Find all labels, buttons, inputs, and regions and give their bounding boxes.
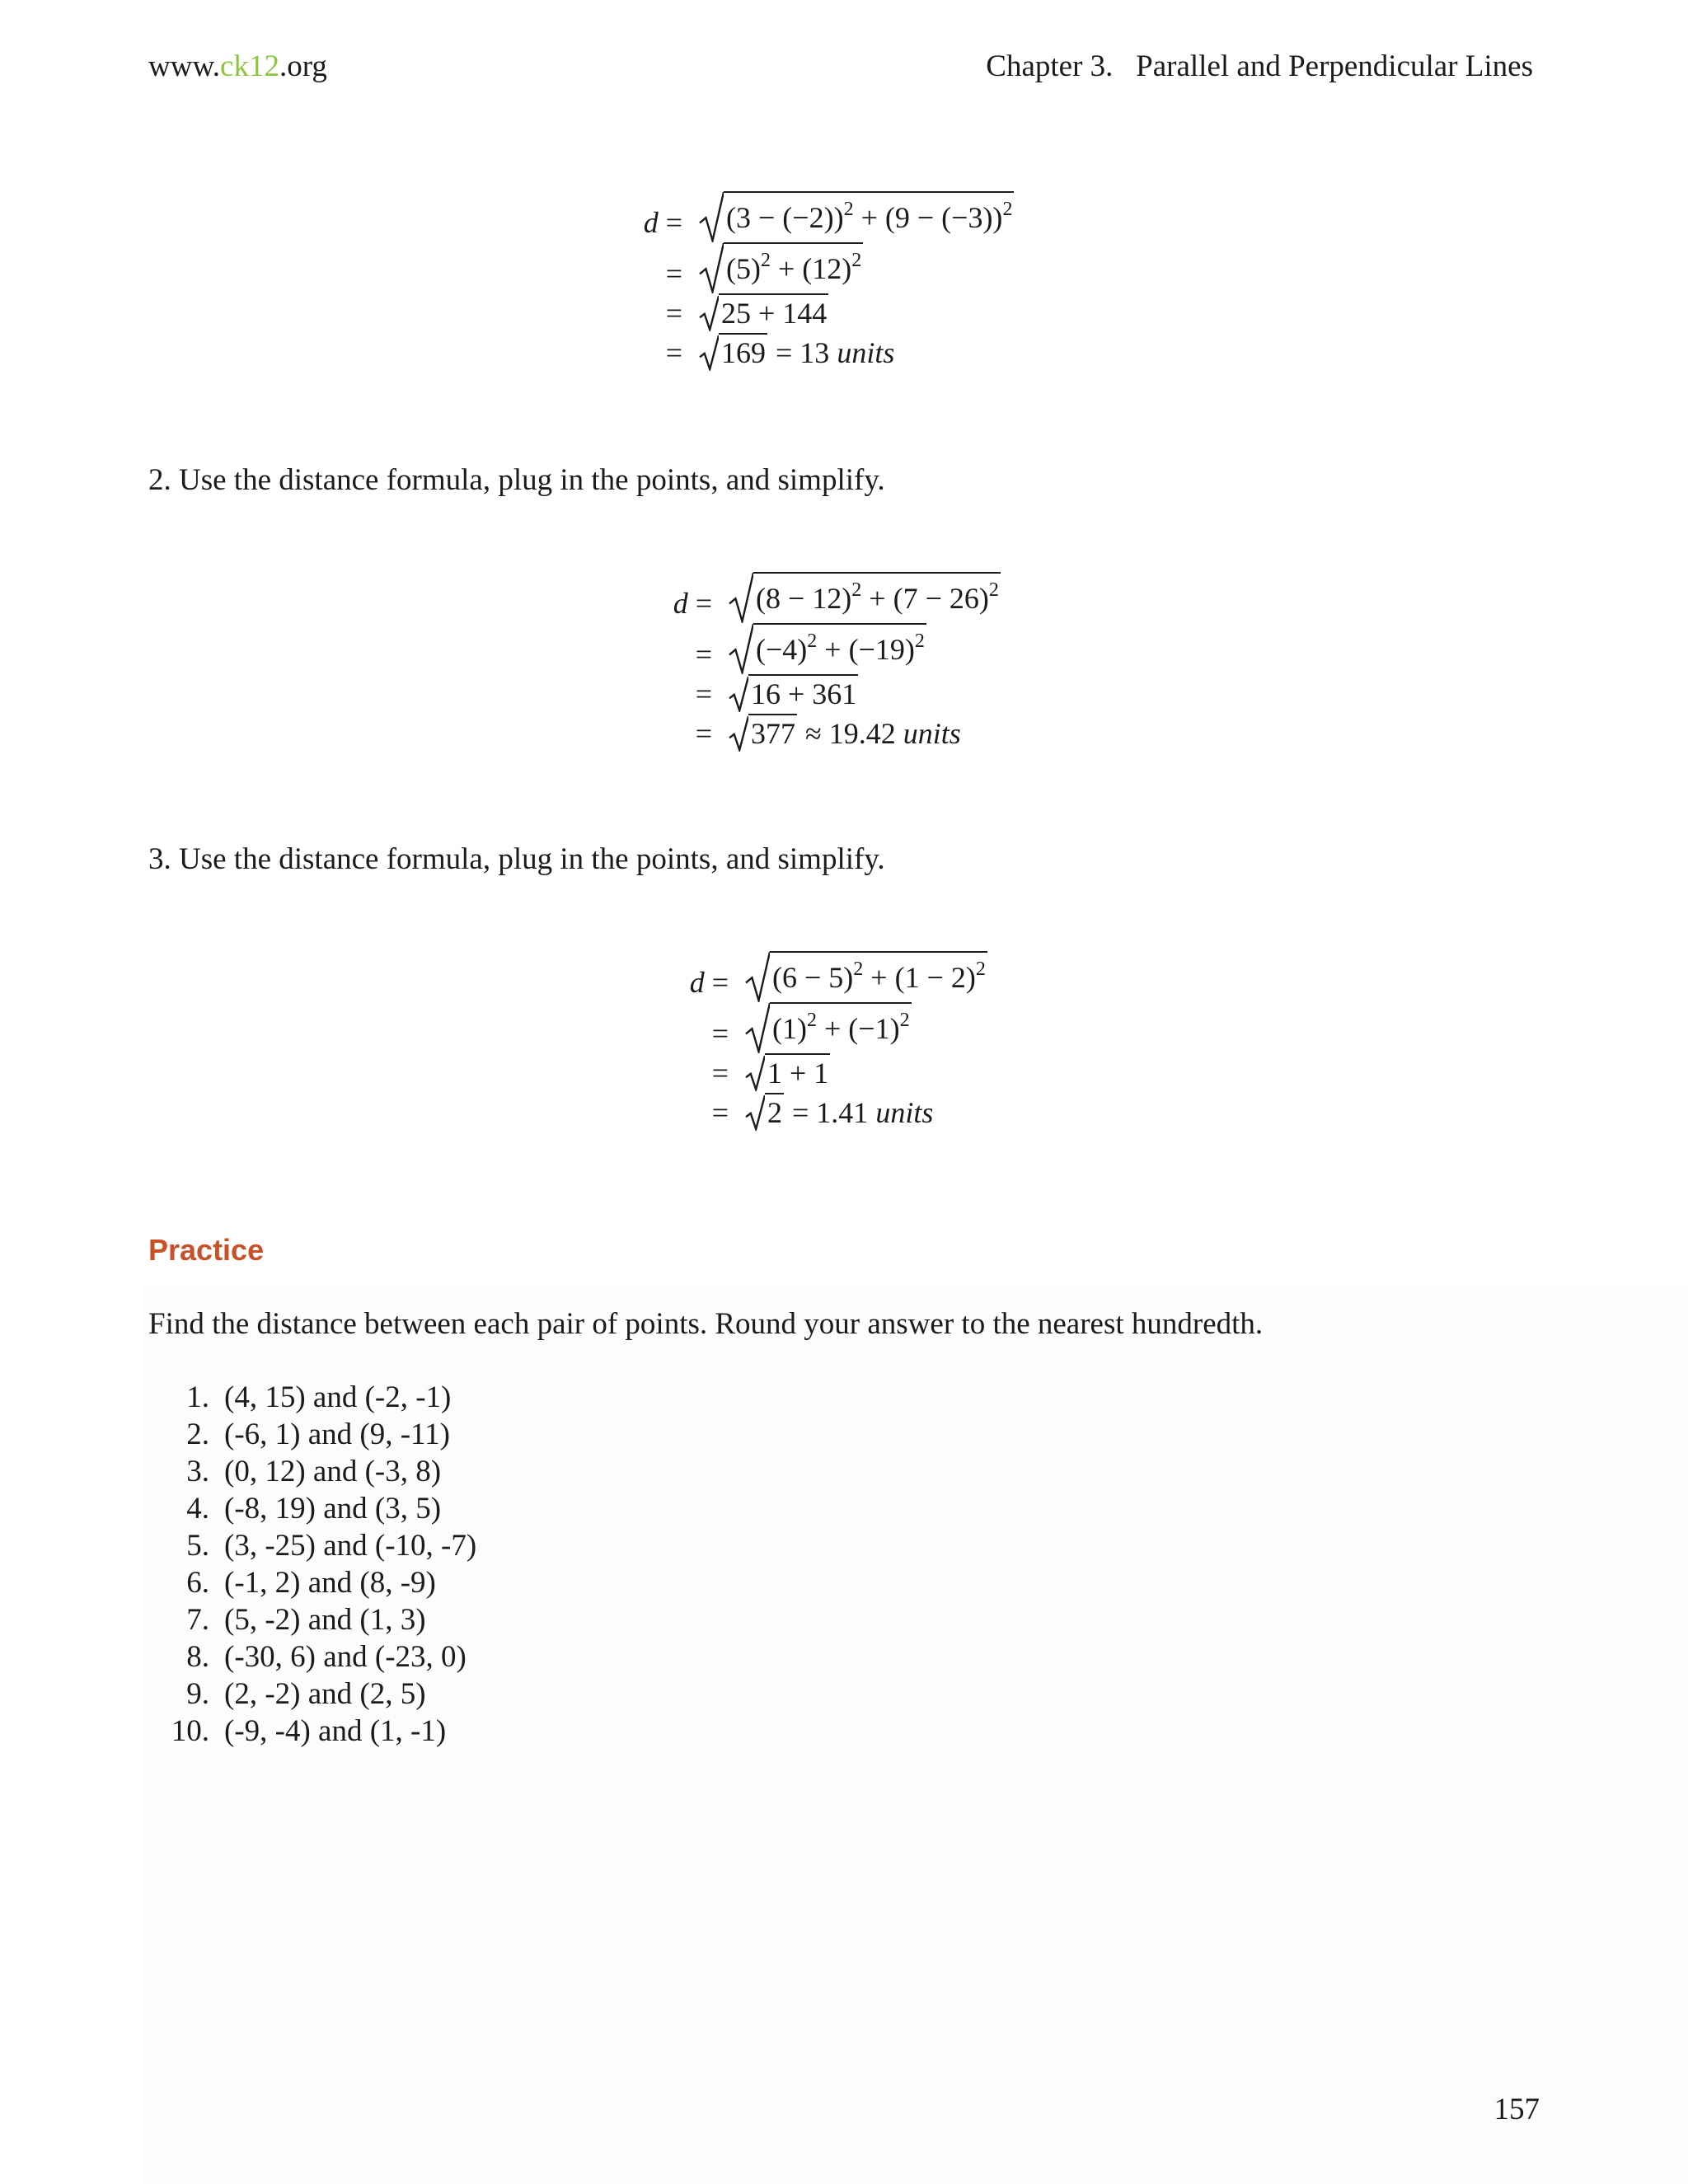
- equation-lhs: [666, 333, 699, 373]
- equals-sign: =: [665, 297, 682, 330]
- equals-sign: =: [665, 336, 682, 369]
- site-url-brand: ck12: [220, 49, 279, 83]
- exponent: 2: [843, 199, 854, 220]
- practice-item-number: 1.: [186, 1380, 209, 1414]
- exponent: 2: [851, 579, 862, 601]
- practice-item-text: (-9, -4) and (1, -1): [224, 1714, 447, 1748]
- site-url-suffix: .org: [279, 49, 327, 83]
- equation-rhs: [745, 951, 987, 1002]
- equation-lhs: [666, 293, 699, 333]
- equation-lhs: [712, 1053, 745, 1093]
- equation-rhs: [699, 242, 863, 293]
- equals-sign: =: [665, 257, 682, 290]
- equation-row: [695, 623, 1001, 674]
- practice-item: [148, 1638, 476, 1675]
- practice-item-text: (2, -2) and (2, 5): [224, 1677, 426, 1711]
- radicand: [719, 333, 767, 371]
- variable-d: d: [689, 966, 705, 999]
- result-unit: units: [903, 717, 961, 750]
- solution-3-intro: 3. Use the distance formula, plug in the points, and simplify.: [148, 842, 885, 876]
- result-value: = 1.41: [792, 1096, 869, 1129]
- equation-rhs: [745, 1002, 912, 1053]
- practice-item: [148, 1675, 476, 1713]
- chapter-title: Chapter 3. Parallel and Perpendicular Lines: [986, 49, 1533, 83]
- radicand-term: 16 + 361: [751, 677, 857, 710]
- equation-lhs: [696, 674, 729, 714]
- equation-lhs: [690, 963, 745, 1002]
- equals-sign: =: [695, 717, 712, 750]
- practice-item-number: 8.: [186, 1640, 209, 1674]
- practice-item-text: (0, 12) and (-3, 8): [224, 1455, 442, 1488]
- equation-row: [689, 951, 987, 1002]
- radicand-term: + (−1): [816, 1012, 900, 1045]
- square-root: [745, 951, 987, 1002]
- radicand-term: (3 − (−2)): [726, 201, 844, 234]
- radicand-term: 377: [751, 717, 795, 750]
- radicand: [753, 572, 1001, 623]
- practice-item-text: (-30, 6) and (-23, 0): [224, 1640, 467, 1674]
- practice-item: [148, 1416, 476, 1453]
- variable-d: d: [673, 587, 688, 620]
- equation-row: [711, 1002, 987, 1053]
- equation-row: [665, 242, 1014, 293]
- equation-row: [695, 714, 1001, 753]
- practice-item-number: 4.: [186, 1492, 209, 1526]
- radicand: [724, 242, 863, 293]
- square-root: [729, 572, 1001, 623]
- radical-sign-icon: [745, 1094, 765, 1131]
- radicand: [765, 1093, 784, 1131]
- equals-sign: =: [695, 677, 712, 710]
- square-root: [729, 623, 926, 674]
- radicand-term: + (7 − 26): [861, 582, 989, 615]
- radical-sign-icon: [699, 335, 719, 371]
- practice-item: [148, 1564, 476, 1601]
- equals-sign: =: [711, 1057, 729, 1090]
- exponent: 2: [806, 1010, 817, 1031]
- radicand: [770, 1002, 912, 1053]
- square-root: [699, 242, 863, 293]
- practice-item-number: 9.: [186, 1677, 209, 1711]
- radical-sign-icon: [729, 676, 748, 712]
- radicand-term: + (9 − (−3)): [853, 201, 1003, 234]
- equals-sign: =: [687, 587, 712, 620]
- equation-lhs: [644, 203, 699, 242]
- practice-item-number: 7.: [186, 1603, 209, 1637]
- equation-block-1: [643, 191, 1014, 373]
- practice-item-number: 5.: [186, 1529, 209, 1563]
- radicand-term: 25 + 144: [721, 297, 828, 330]
- radicand: [765, 1053, 830, 1091]
- equation-result: [797, 715, 961, 752]
- equation-row: [643, 191, 1014, 242]
- site-url[interactable]: [148, 46, 327, 87]
- radical-sign-icon: [729, 572, 753, 623]
- square-root: [729, 714, 797, 752]
- variable-d: d: [643, 206, 659, 239]
- equation-block-2: [673, 572, 1001, 753]
- square-root: [745, 1093, 784, 1131]
- equation-result: [767, 335, 894, 371]
- practice-item-text: (3, -25) and (-10, -7): [224, 1529, 477, 1563]
- practice-item-text: (-8, 19) and (3, 5): [224, 1492, 442, 1526]
- radicand-term: + (12): [770, 252, 852, 285]
- radical-sign-icon: [745, 1055, 765, 1091]
- practice-item-text: (5, -2) and (1, 3): [224, 1603, 426, 1637]
- exponent: 2: [975, 958, 986, 980]
- page-number: 157: [1493, 2093, 1540, 2126]
- radical-sign-icon: [699, 191, 724, 242]
- result-value: = 13: [776, 336, 830, 369]
- radical-sign-icon: [745, 951, 770, 1002]
- equals-sign: =: [658, 206, 682, 239]
- square-root: [729, 674, 858, 712]
- equation-lhs: [712, 1093, 745, 1132]
- equals-sign: =: [704, 966, 729, 999]
- exponent: 2: [899, 1010, 910, 1031]
- square-root: [745, 1002, 912, 1053]
- equation-block-3: [689, 951, 987, 1132]
- radicand-term: (6 − 5): [772, 961, 854, 994]
- practice-item: [148, 1601, 476, 1638]
- practice-item: [148, 1490, 476, 1527]
- equation-row: [711, 1093, 987, 1132]
- equation-row: [673, 572, 1001, 623]
- radical-sign-icon: [699, 242, 724, 293]
- equation-lhs: [696, 635, 729, 674]
- equation-row: [695, 674, 1001, 714]
- exponent: 2: [1002, 199, 1013, 220]
- equation-rhs: [729, 714, 961, 752]
- equals-sign: =: [695, 638, 712, 671]
- radicand-term: (8 − 12): [756, 582, 852, 615]
- result-value: ≈ 19.42: [805, 717, 896, 750]
- radicand: [724, 191, 1014, 242]
- practice-list: [148, 1379, 476, 1750]
- practice-item-text: (4, 15) and (-2, -1): [224, 1380, 452, 1414]
- equation-row: [711, 1053, 987, 1093]
- exponent: 2: [807, 630, 818, 652]
- square-root: [699, 191, 1014, 242]
- equation-rhs: [699, 333, 894, 371]
- radicand-term: (5): [726, 252, 761, 285]
- radicand: [770, 951, 987, 1002]
- equation-rhs: [745, 1093, 933, 1131]
- practice-item: [148, 1379, 476, 1416]
- radicand: [719, 293, 828, 331]
- practice-item-number: 10.: [171, 1714, 209, 1748]
- practice-item-number: 2.: [186, 1418, 209, 1451]
- equation-lhs: [666, 254, 699, 293]
- equals-sign: =: [711, 1096, 729, 1129]
- practice-item-text: (-6, 1) and (9, -11): [224, 1418, 450, 1451]
- equation-rhs: [729, 572, 1001, 623]
- equation-rhs: [699, 293, 828, 331]
- practice-heading: Practice: [148, 1233, 265, 1267]
- radicand-term: 2: [767, 1096, 782, 1129]
- equation-lhs: [673, 583, 729, 623]
- practice-item-number: 3.: [186, 1455, 209, 1488]
- result-unit: units: [875, 1096, 934, 1129]
- equals-sign: =: [711, 1017, 729, 1050]
- solution-2-intro: 2. Use the distance formula, plug in the points, and simplify.: [148, 463, 885, 497]
- equation-lhs: [696, 714, 729, 753]
- radicand-term: + (−19): [817, 633, 915, 666]
- radicand-term: + (1 − 2): [863, 961, 976, 994]
- equation-lhs: [712, 1014, 745, 1053]
- radicand-term: 1 + 1: [767, 1057, 829, 1090]
- equation-rhs: [745, 1053, 830, 1091]
- equation-rhs: [729, 623, 926, 674]
- exponent: 2: [853, 958, 864, 980]
- practice-item-text: (-1, 2) and (8, -9): [224, 1566, 436, 1600]
- site-url-prefix: www.: [148, 49, 221, 83]
- radicand-term: (1): [772, 1012, 807, 1045]
- equation-row: [665, 293, 1014, 333]
- exponent: 2: [851, 250, 862, 271]
- equation-rhs: [729, 674, 858, 712]
- square-root: [699, 293, 828, 331]
- radicand-term: 169: [721, 336, 766, 369]
- exponent: 2: [760, 250, 771, 271]
- practice-item-number: 6.: [186, 1566, 209, 1600]
- equation-row: [665, 333, 1014, 373]
- practice-instructions: Find the distance between each pair of points. Round your answer to the nearest hundredth.: [148, 1307, 1264, 1341]
- radical-sign-icon: [745, 1002, 770, 1053]
- radical-sign-icon: [729, 715, 748, 752]
- radicand-term: (−4): [756, 633, 808, 666]
- radical-sign-icon: [729, 623, 753, 674]
- radical-sign-icon: [699, 295, 719, 331]
- radicand: [748, 714, 797, 752]
- exponent: 2: [988, 579, 999, 601]
- equation-rhs: [699, 191, 1014, 242]
- square-root: [699, 333, 767, 371]
- exponent: 2: [914, 630, 925, 652]
- square-root: [745, 1053, 830, 1091]
- equation-result: [784, 1094, 933, 1131]
- radicand: [748, 674, 858, 712]
- practice-item: [148, 1527, 476, 1564]
- practice-item: [148, 1453, 476, 1490]
- result-unit: units: [837, 336, 895, 369]
- practice-item: [148, 1713, 476, 1750]
- radicand: [753, 623, 926, 674]
